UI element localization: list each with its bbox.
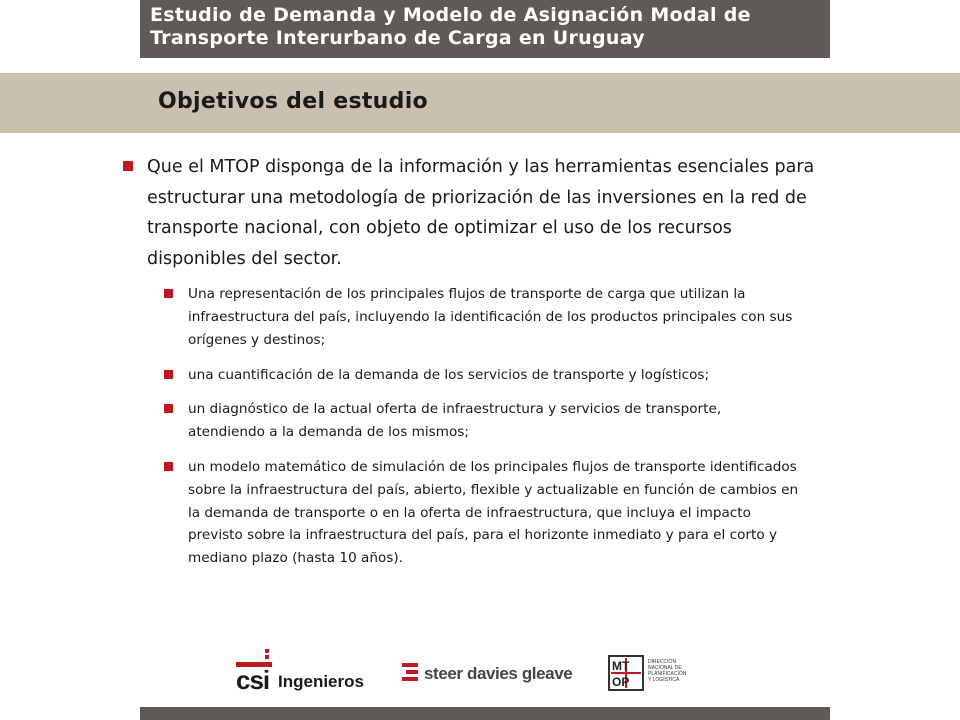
mtop-mark-top: MT — [612, 659, 630, 673]
footer-bar — [140, 707, 830, 720]
mtop-dnpl-logo — [608, 655, 698, 691]
steer-davies-gleave-logo — [400, 659, 580, 685]
title-line-2: Transporte Interurbano de Carga en Uruguay — [150, 27, 645, 49]
main-bullet-item — [120, 152, 820, 274]
csi-name: Ingenieros — [278, 672, 364, 691]
section-header-band — [0, 73, 960, 133]
mtop-text-line: Y LOGÍSTICA — [648, 677, 680, 683]
square-bullet-icon — [164, 462, 173, 471]
sub-bullet-item — [160, 283, 800, 351]
csi-ingenieros-logo — [236, 649, 386, 691]
sdg-name: steer davies gleave — [424, 664, 573, 683]
title-banner — [140, 0, 830, 58]
sub-bullet-text: un modelo matemático de simulación de los principales flujos de transporte identificados sobre la infraestructura del país, abierto, flexible y actualizable en función de cambios en la demanda de transporte o en la oferta de infraestructura, que incluya el impacto previsto sobre la infraestructura del país, para el horizonte inmediato y para el corto y mediano plazo (hasta 10 años). — [188, 459, 799, 567]
sub-bullet-text: Una representación de los principales flujos de transporte de carga que utilizan la infraestructura del país, incluyendo la identificación de los productos principales con sus orígenes y destinos; — [188, 286, 793, 348]
csi-mark: csi — [236, 665, 270, 691]
sub-bullet-text: un diagnóstico de la actual oferta de infraestructura y servicios de transporte, atendiendo a la demanda de los mismos; — [188, 401, 722, 440]
sub-bullet-item — [160, 456, 800, 570]
presentation-title — [150, 4, 822, 50]
mtop-text-line: NACIONAL DE — [648, 665, 682, 671]
partner-logos — [0, 645, 960, 695]
square-bullet-icon — [164, 404, 173, 413]
square-bullet-icon — [164, 370, 173, 379]
title-line-1: Estudio de Demanda y Modelo de Asignación Modal de — [150, 4, 751, 26]
sub-bullet-text: una cuantificación de la demanda de los servicios de transporte y logísticos; — [188, 367, 710, 383]
sdg-mark-icon — [402, 663, 418, 681]
section-title: Objetivos del estudio — [158, 89, 428, 114]
main-bullet-text: Que el MTOP disponga de la información y las herramientas esenciales para estructurar una metodología de priorización de las inversiones en la red de transporte nacional, con objeto de optimizar el uso de los recursos disponibles del sector. — [147, 157, 815, 269]
sub-bullet-item — [160, 398, 800, 444]
sub-bullet-item — [160, 364, 800, 387]
mtop-text-line: PLANIFICACIÓN — [648, 671, 687, 677]
mtop-text-line: DIRECCIÓN — [648, 659, 677, 665]
square-bullet-icon — [164, 289, 173, 298]
mtop-mark-bottom: OP — [612, 675, 630, 689]
square-bullet-icon — [123, 161, 133, 171]
